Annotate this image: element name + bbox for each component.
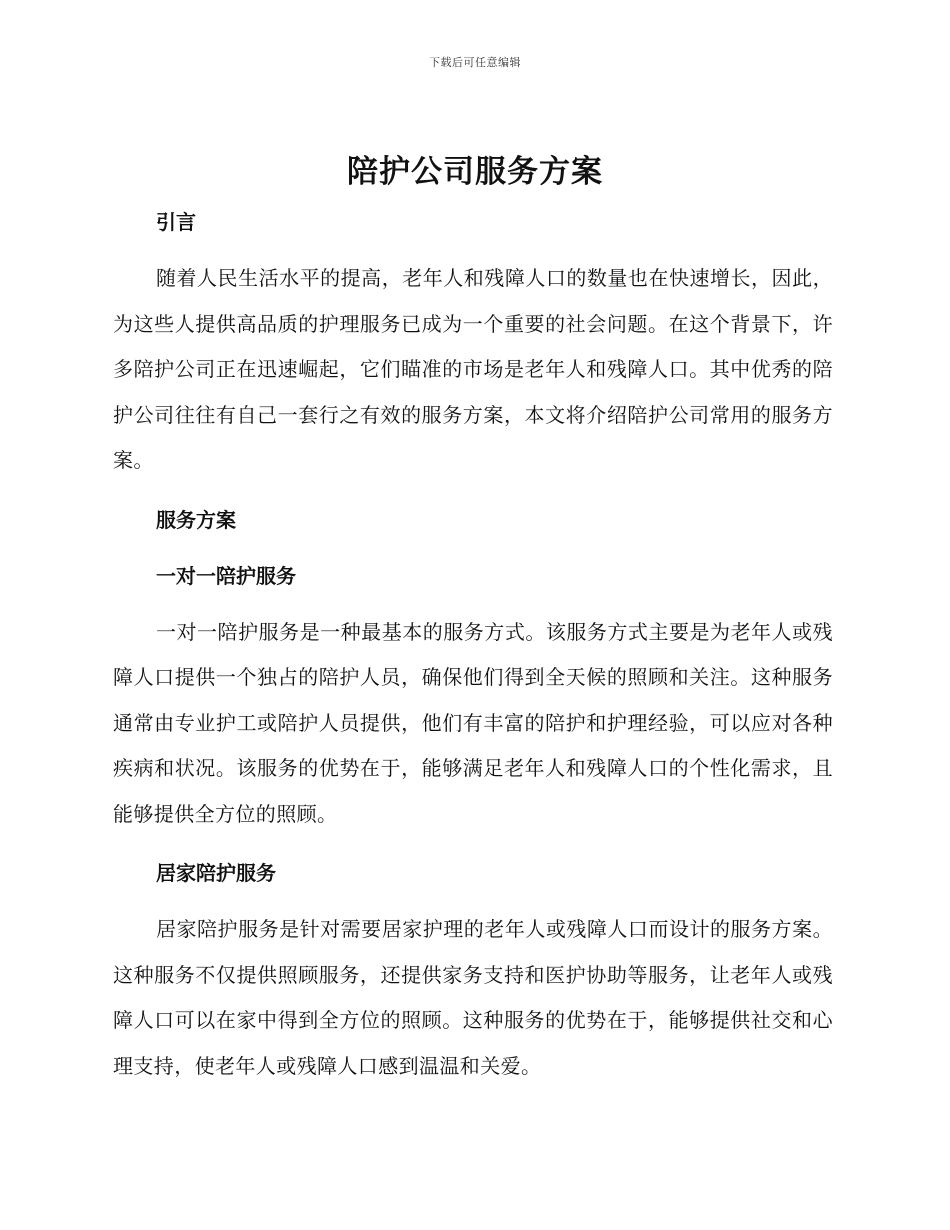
one-on-one-paragraph: 一对一陪护服务是一种最基本的服务方式。该服务方式主要是为老年人或残障人口提供一个独占的陪护人员，确保他们得到全天候的照顾和关注。这种服务通常由专业护工或陪护人员提供，他们有丰富的陪护和护理经验，可以应对各种疾病和状况。该服务的优势在于，能够满足老年人和残障人口的个性化需求，且能够提供全方位的照顾。 <box>113 619 833 826</box>
one-on-one-heading: 一对一陪护服务 <box>156 563 296 588</box>
home-care-paragraph: 居家陪护服务是针对需要居家护理的老年人或残障人口而设计的服务方案。这种服务不仅提供照顾服务，还提供家务支持和医护协助等服务，让老年人或残障人口可以在家中得到全方位的照顾。这种服务的优势在于，能够提供社交和心理支持，使老年人或残障人口感到温温和关爱。 <box>113 917 833 1078</box>
home-care-heading: 居家陪护服务 <box>156 861 276 885</box>
intro-paragraph: 随着人民生活水平的提高，老年人和残障人口的数量也在快速增长，因此，为这些人提供高品质的护理服务已成为一个重要的社会问题。在这个背景下，许多陪护公司正在迅速崛起，它们瞄准的市场是老年人和残障人口。其中优秀的陪护公司往往有自己一套行之有效的服务方案，本文将介绍陪护公司常用的服务方案。 <box>113 266 833 472</box>
document-body <box>113 200 833 1089</box>
header-note: 下载后可任意编辑 <box>429 56 521 69</box>
spacer <box>113 244 833 256</box>
intro-heading: 引言 <box>156 210 196 234</box>
spacer <box>113 484 833 498</box>
spacer <box>113 542 833 554</box>
document-title: 陪护公司服务方案 <box>347 154 603 190</box>
spacer <box>113 837 833 851</box>
spacer <box>113 895 833 907</box>
spacer <box>113 598 833 610</box>
service-plan-heading: 服务方案 <box>156 507 236 532</box>
